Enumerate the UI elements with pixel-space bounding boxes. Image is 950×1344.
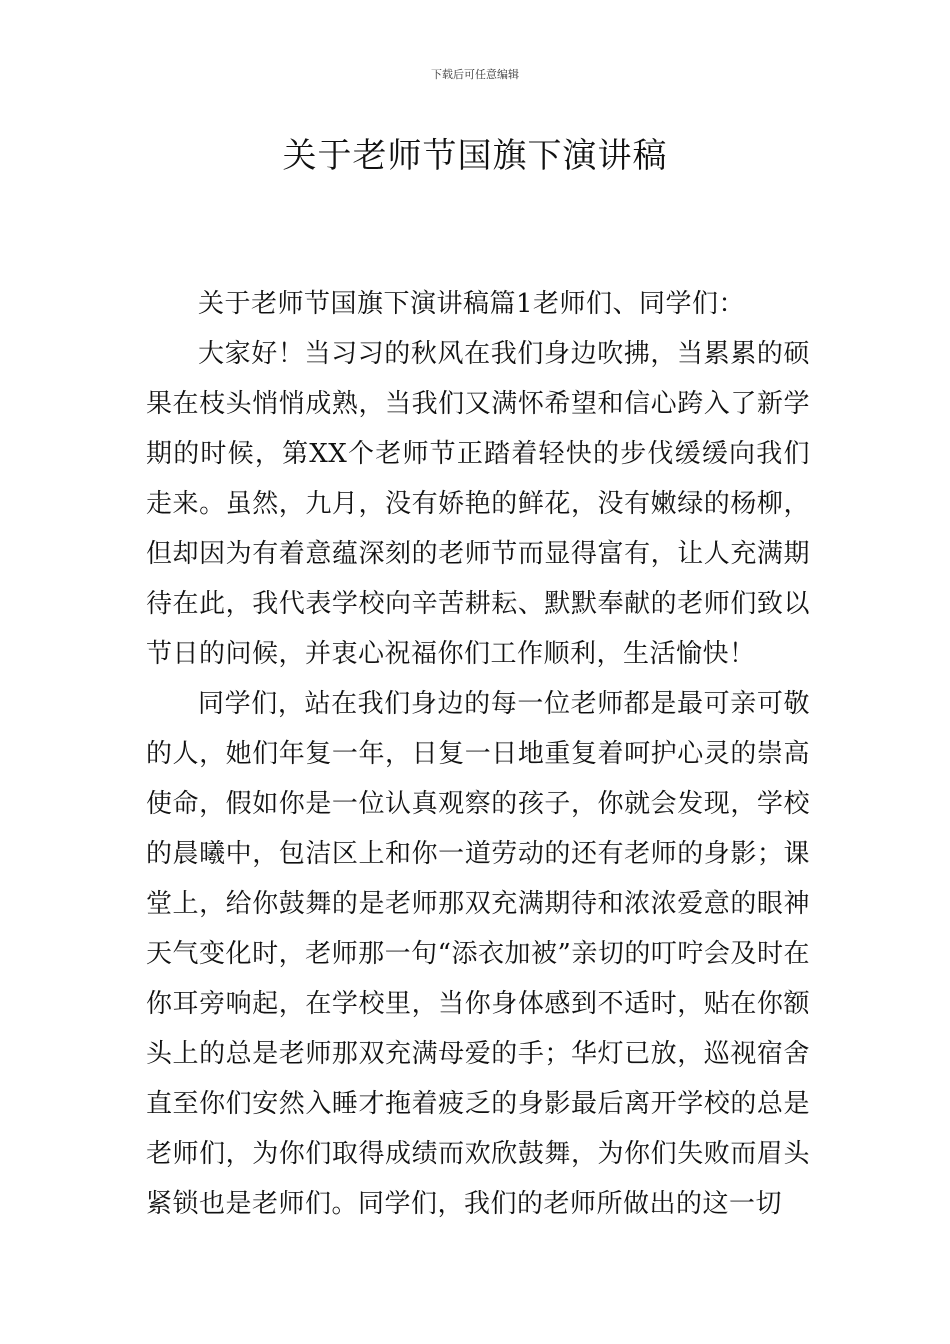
document-title: 关于老师节国旗下演讲稿 (282, 136, 668, 176)
document-body (146, 279, 810, 1229)
paragraph-greeting: 关于老师节国旗下演讲稿篇1老师们、同学们： (198, 289, 746, 319)
header-note: 下载后可任意编辑 (431, 68, 519, 81)
paragraph-teachers: 同学们，站在我们身边的每一位老师都是最可亲可敬的人，她们年复一年，日复一日地重复着呵护心灵的崇高使命，假如你是一位认真观察的孩子，你就会发现，学校的晨曦中，包洁区上和你一道劳动的还有老师的身影；课堂上，给你鼓舞的是老师那双充满期待和浓浓爱意的眼神天气变化时，老师那一句“添衣加被”亲切的叮咛会及时在你耳旁响起，在学校里，当你身体感到不适时，贴在你额头上的总是老师那双充满母爱的手；华灯已放，巡视宿舍直至你们安然入睡才拖着疲乏的身影最后离开学校的总是老师们，为你们取得成绩而欢欣鼓舞，为你们失败而眉头紧锁也是老师们。同学们，我们的老师所做出的这一切 (146, 689, 810, 1219)
paragraph-opening: 大家好！当习习的秋风在我们身边吹拂，当累累的硕果在枝头悄悄成熟，当我们又满怀希望和信心跨入了新学期的时候，第XX个老师节正踏着轻快的步伐缓缓向我们走来。虽然，九月，没有娇艳的鲜花，没有嫩绿的杨柳，但却因为有着意蕴深刻的老师节而显得富有，让人充满期待在此，我代表学校向辛苦耕耘、默默奉献的老师们致以节日的问候，并衷心祝福你们工作顺利，生活愉快！ (146, 339, 810, 669)
